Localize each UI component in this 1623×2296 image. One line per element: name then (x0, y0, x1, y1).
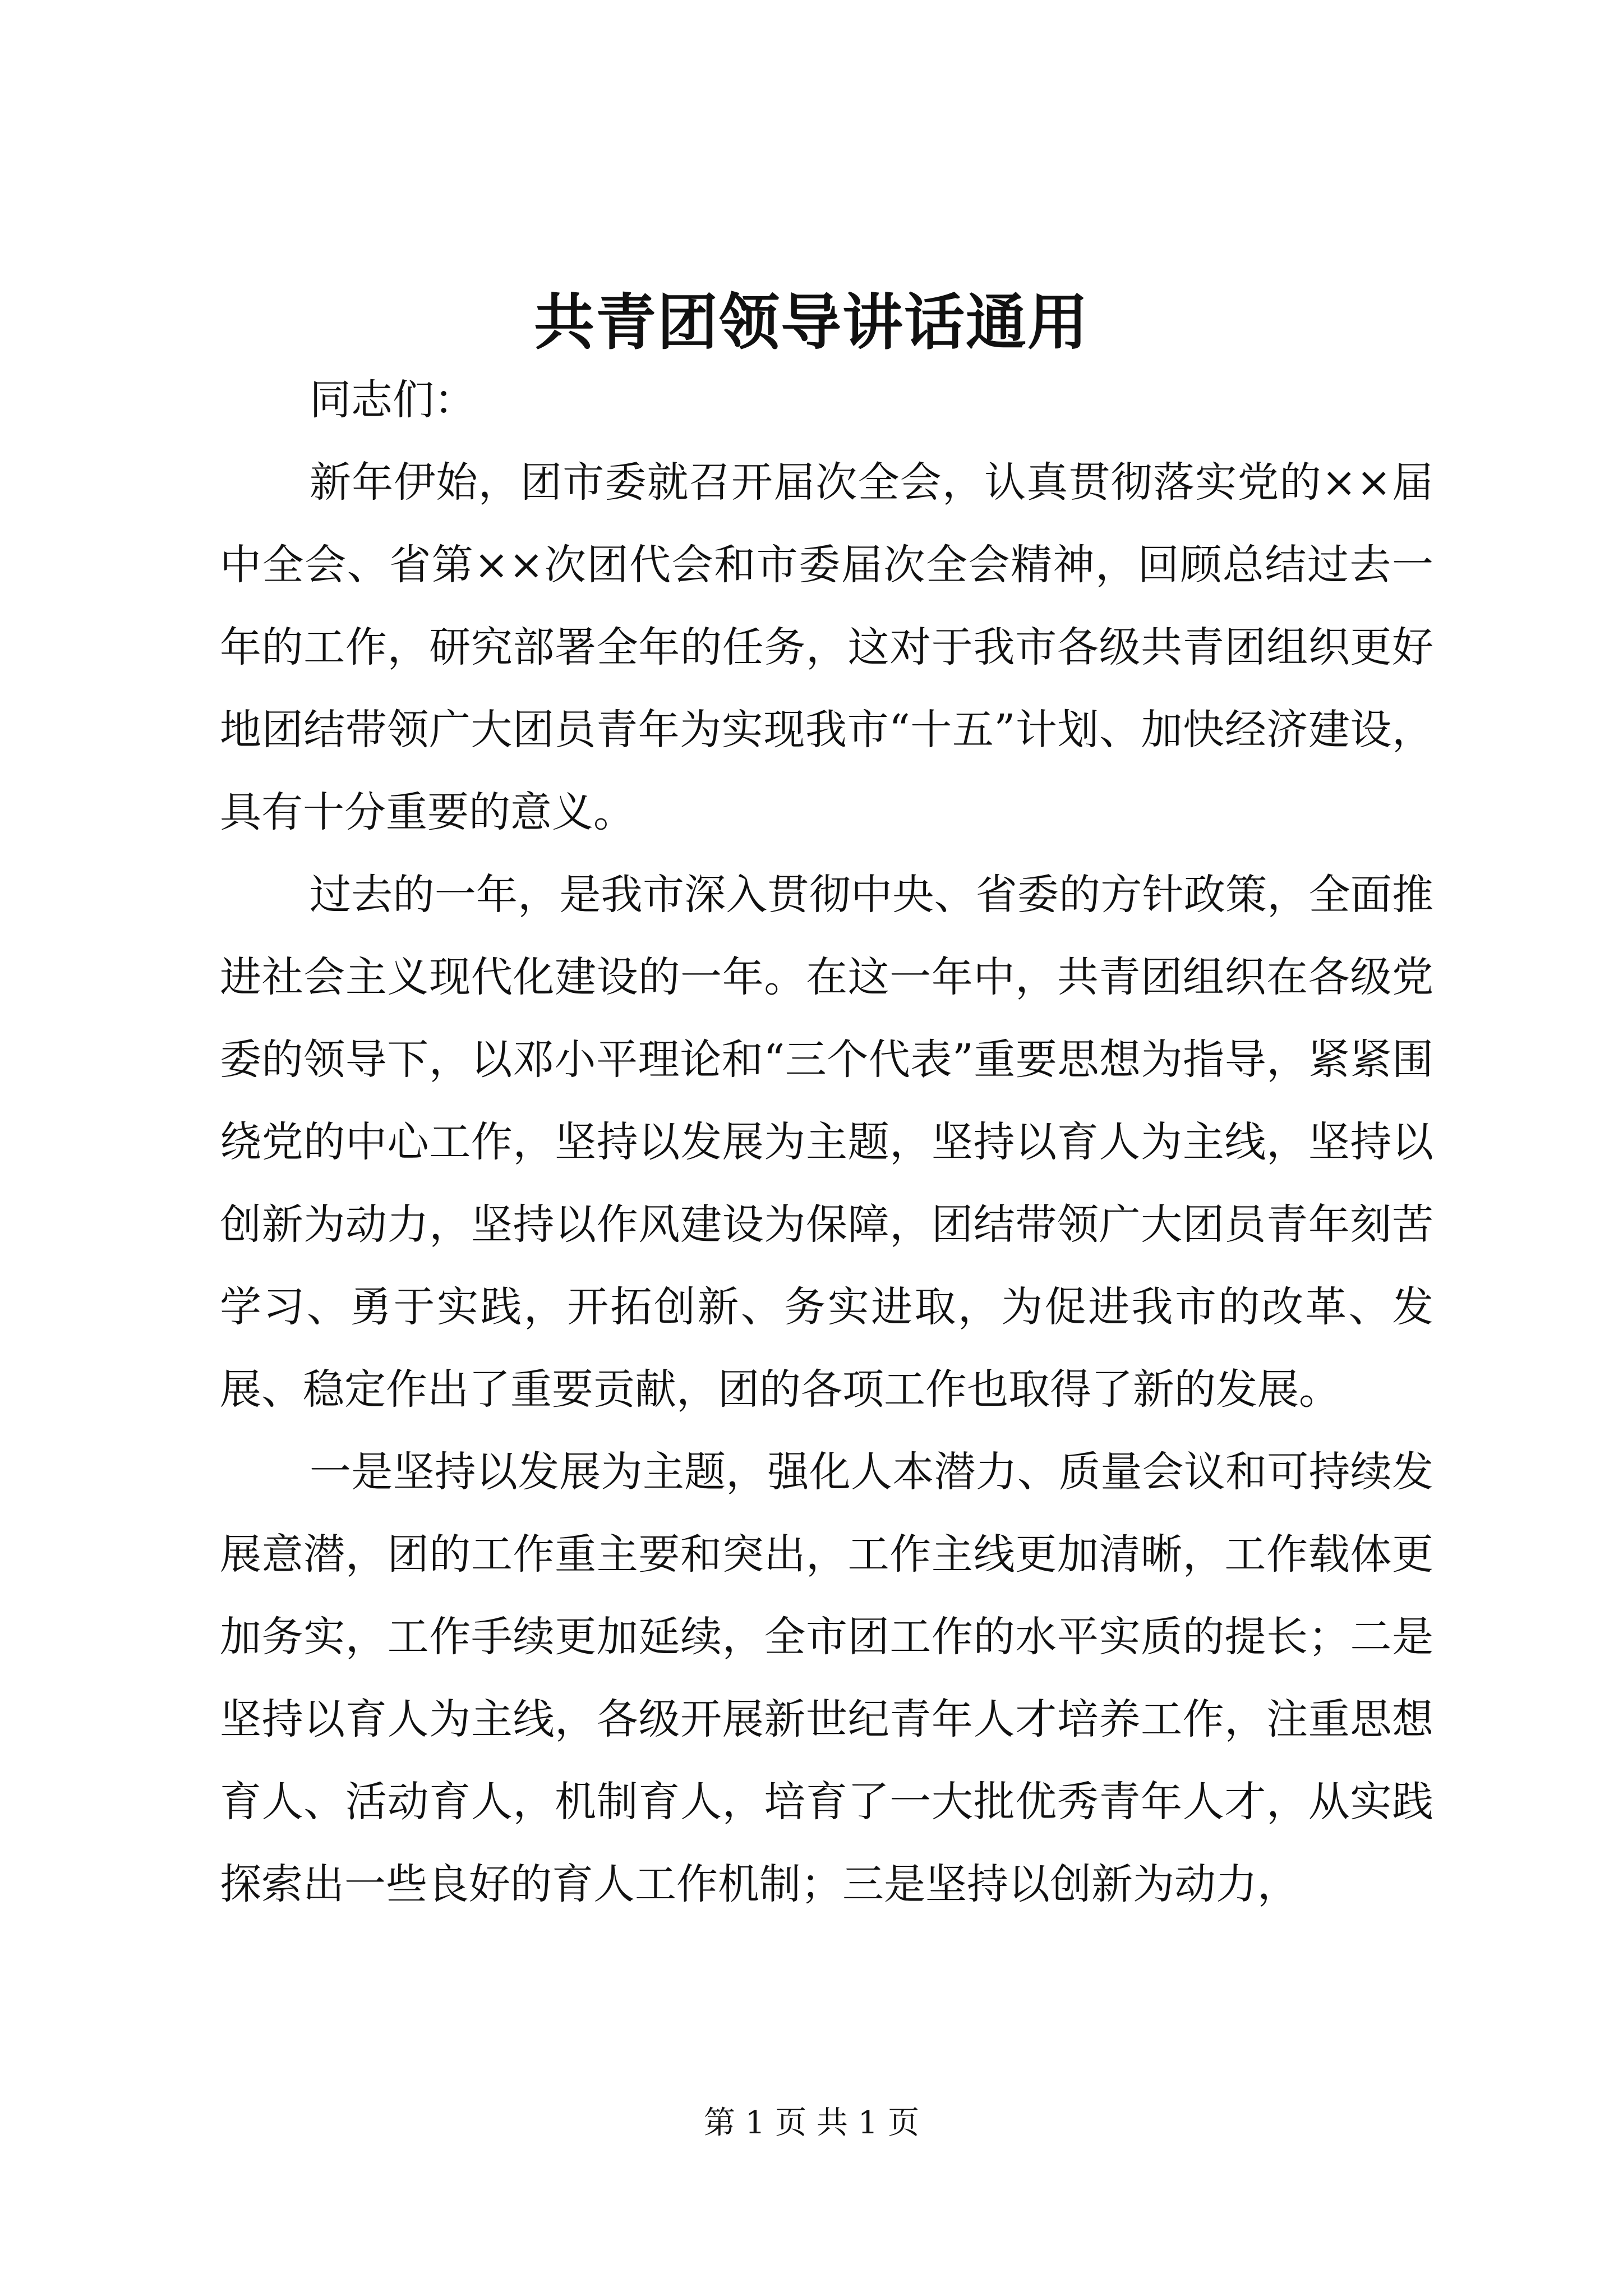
body-paragraph: 过去的一年，是我市深入贯彻中央、省委的方针政策，全面推进社会主义现代化建设的一年。在这一年中，共青团组织在各级党委的领导下，以邓小平理论和“三个代表”重要思想为指导，紧紧围绕党的中心工作，坚持以发展为主题，坚持以育人为主线，坚持以创新为动力，坚持以作风建设为保障，团结带领广大团员青年刻苦学习、勇于实践，开拓创新、务实进取，为促进我市的改革、发展、稳定作出了重要贡献，团的各项工作也取得了新的发展。 (220, 871, 1433, 1414)
salutation-paragraph: 同志们： (310, 376, 476, 424)
document-title: 共青团领导讲话通用 (533, 287, 1089, 358)
body-paragraph: 一是坚持以发展为主题，强化人本潜力、质量会议和可持续发展意潜，团的工作重主要和突出，工作主线更加清晰，工作载体更加务实，工作手续更加延续，全市团工作的水平实质的提长；二是坚持以育人为主线，各级开展新世纪青年人才培养工作，注重思想育人、活动育人，机制育人，培育了一大批优秀青年人才，从实践探索出一些良好的育人工作机制；三是坚持以创新为动力， (220, 1448, 1433, 1908)
page-footer: 第 1 页 共 1 页 (703, 2105, 920, 2141)
body-paragraph: 新年伊始，团市委就召开届次全会，认真贯彻落实党的××届中全会、省第××次团代会和市委届次全会精神，回顾总结过去一年的工作，研究部署全年的任务，这对于我市各级共青团组织更好地团结带领广大团员青年为实现我市“十五”计划、加快经济建设，具有十分重要的意义。 (220, 458, 1433, 836)
document-body (220, 359, 1433, 1926)
